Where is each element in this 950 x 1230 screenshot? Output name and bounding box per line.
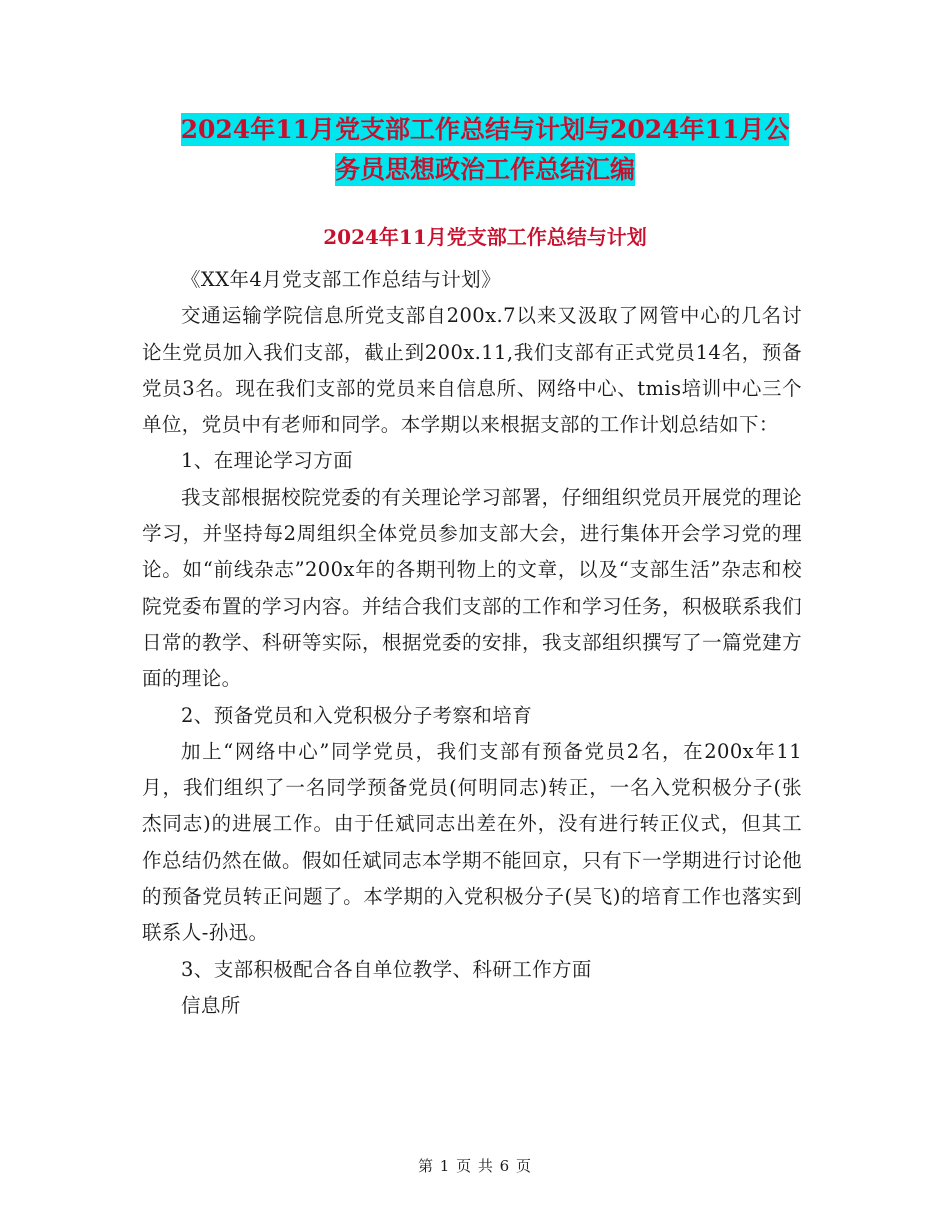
paragraph-theory-study: 我支部根据校院党委的有关理论学习部署，仔细组织党员开展党的理论学习，并坚持每2周组织全体党员参加支部大会，进行集体开会学习党的理论。如“前线杂志”200x年的各期刊物上的文章，以及“支部生活”杂志和校院党委布置的学习内容。并结合我们支部的工作和学习任务，积极联系我们日常的教学、科研等实际，根据党委的安排，我支部组织撰写了一篇党建方面的理论。 <box>142 485 802 691</box>
heading-member-training: 2、预备党员和入党积极分子考察和培育 <box>181 703 533 727</box>
document-body <box>142 262 802 1024</box>
paragraph-subtitle: 《XX年4月党支部工作总结与计划》 <box>181 268 501 291</box>
document-title-line1: 2024年11月党支部工作总结与计划与2024年11月公 <box>180 115 790 144</box>
paragraph-intro: 交通运输学院信息所党支部自200x.7以来又汲取了网管中心的几名讨论生党员加入我们支部，截止到200x.11,我们支部有正式党员14名，预备党员3名。现在我们支部的党员来自信息所、网络中心、tmis培训中心三个单位，党员中有老师和同学。本学期以来根据支部的工作计划总结如下： <box>142 304 802 437</box>
heading-theory-study: 1、在理论学习方面 <box>181 449 354 473</box>
paragraph-member-training: 加上“网络中心”同学党员，我们支部有预备党员2名，在200x年11月，我们组织了一名同学预备党员(何明同志)转正，一名入党积极分子(张杰同志)的进展工作。由于任斌同志出差在外，没有进行转正仪式，但其工作总结仍然在做。假如任斌同志本学期不能回京，只有下一学期进行讨论他的预备党员转正问题了。本学期的入党积极分子(吴飞)的培育工作也落实到联系人-孙迅。 <box>142 739 802 945</box>
section-title: 2024年11月党支部工作总结与计划 <box>323 225 647 249</box>
page-footer: 第 1 页 共 6 页 <box>418 1157 532 1175</box>
paragraph-info-institute: 信息所 <box>181 993 241 1017</box>
document-title <box>140 110 830 190</box>
document-title-line2: 务员思想政治工作总结汇编 <box>334 155 635 184</box>
heading-teaching-support: 3、支部积极配合各自单位教学、科研工作方面 <box>181 957 592 981</box>
